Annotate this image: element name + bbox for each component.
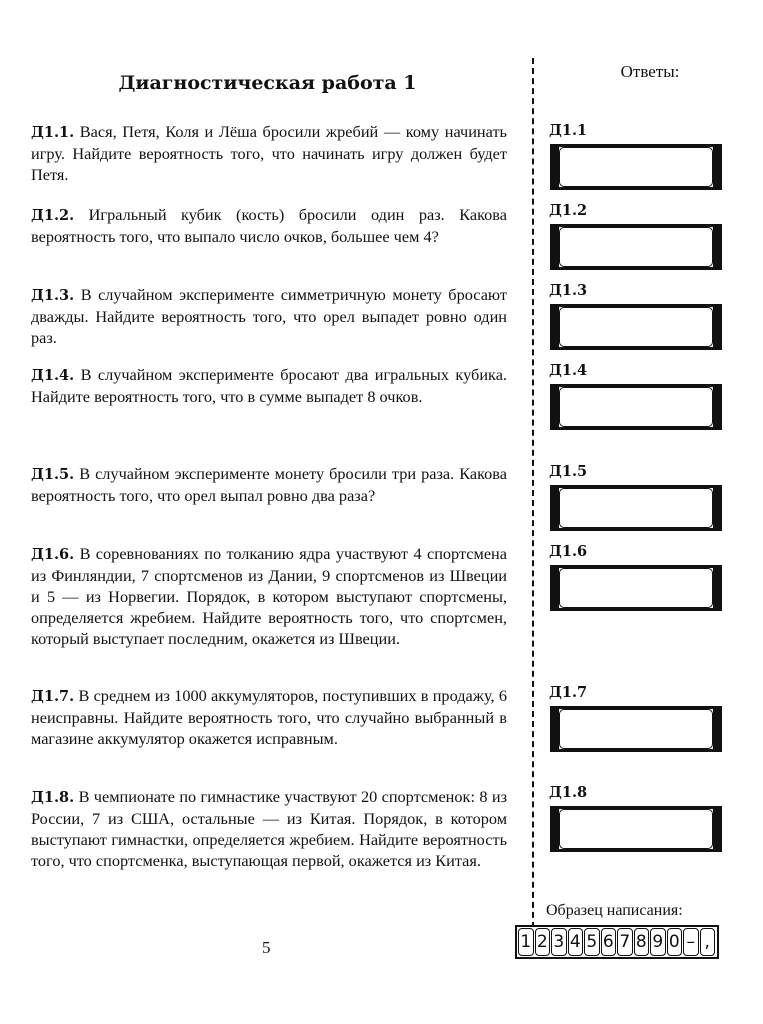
problem-number: Д1.7. — [31, 688, 75, 705]
sample-digit: 8 — [634, 928, 650, 956]
answer-label-d1-4: Д1.4 — [549, 362, 588, 379]
problem-text: В среднем из 1000 аккумуляторов, поступивших в продажу, 6 неисправны. Найдите вероятность того, что случайно выбранный в магазине аккумулятор окажется исправным. — [31, 686, 507, 748]
problem-text: Игральный кубик (кость) бросили один раз. Какова вероятность того, что выпало число очков, большее чем 4? — [31, 205, 508, 246]
sample-digit: 9 — [650, 928, 666, 956]
answer-label-d1-5: Д1.5 — [549, 463, 588, 480]
sample-digit: 0 — [667, 928, 683, 956]
sample-digit: 5 — [584, 928, 600, 956]
answer-box-d1-7[interactable] — [550, 706, 722, 752]
sample-digit: 1 — [518, 928, 534, 956]
problem-number: Д1.8. — [31, 789, 75, 806]
answer-box-d1-6[interactable] — [550, 565, 722, 611]
problem-d1-8 — [31, 786, 507, 871]
problem-d1-5 — [31, 463, 507, 506]
problem-text: В случайном эксперименте монету бросили три раза. Какова вероятность того, что орел выпал ровно два раза? — [31, 464, 507, 505]
answer-box-d1-8[interactable] — [550, 806, 722, 852]
answers-title: Ответы: — [620, 62, 680, 81]
answer-label-d1-6: Д1.6 — [549, 543, 588, 560]
problem-number: Д1.2. — [31, 207, 75, 224]
problem-d1-2 — [31, 204, 507, 247]
answer-box-d1-2[interactable] — [550, 224, 722, 270]
sample-minus: – — [683, 928, 699, 956]
problem-number: Д1.5. — [31, 466, 75, 483]
answer-box-d1-5[interactable] — [550, 485, 722, 531]
problem-d1-7 — [31, 685, 507, 749]
problem-text: В случайном эксперименте симметричную монету бросают дважды. Найдите вероятность того, что орел выпадет ровно один раз. — [31, 285, 507, 347]
sample-digit: 4 — [568, 928, 584, 956]
sample-title: Образец написания: — [546, 902, 683, 919]
problem-d1-6 — [31, 543, 507, 649]
problem-text: В чемпионате по гимнастике участвуют 20 спортсменок: 8 из России, 7 из США, остальные — из Китая. Порядок, в котором выступают гимнастки, определяется жребием. Найдите вероятность того, что спортсменка, выступающая первой, окажется из Китая. — [31, 787, 508, 870]
page-title: Диагностическая работа 1 — [118, 72, 417, 94]
sample-digits-row — [515, 925, 719, 959]
problem-number: Д1.1. — [31, 124, 75, 141]
sample-digit: 3 — [551, 928, 567, 956]
answer-label-d1-7: Д1.7 — [549, 684, 588, 701]
problem-number: Д1.3. — [31, 287, 75, 304]
answer-box-d1-4[interactable] — [550, 384, 722, 430]
problem-text: Вася, Петя, Коля и Лёша бросили жребий — кому начинать игру. Найдите вероятность того, что начинать игру должен будет Петя. — [31, 122, 507, 184]
sample-digit: 6 — [601, 928, 617, 956]
answer-label-d1-3: Д1.3 — [549, 282, 588, 299]
problem-d1-4 — [31, 364, 507, 407]
problem-number: Д1.6. — [31, 546, 75, 563]
answer-box-d1-3[interactable] — [550, 304, 722, 350]
sample-digit: 7 — [617, 928, 633, 956]
sample-digit: 2 — [535, 928, 551, 956]
sample-comma: , — [700, 928, 716, 956]
problem-number: Д1.4. — [31, 367, 75, 384]
answer-label-d1-8: Д1.8 — [549, 784, 588, 801]
answer-label-d1-1: Д1.1 — [549, 122, 588, 139]
problem-d1-1 — [31, 121, 507, 185]
problem-d1-3 — [31, 284, 507, 348]
answer-label-d1-2: Д1.2 — [549, 202, 588, 219]
problem-text: В соревнованиях по толканию ядра участвуют 4 спортсмена из Финляндии, 7 спортсменов из Дании, 9 спортсменов из Швеции и 5 — из Норвегии. Порядок, в котором выступают спортсмены, определяется жребием. Найдите вероятность того, что спортсмен, который выступает последним, окажется из Швеции. — [31, 544, 507, 648]
problem-text: В случайном эксперименте бросают два игральных кубика. Найдите вероятность того, что в сумме выпадет 8 очков. — [31, 365, 507, 406]
page-number: 5 — [262, 938, 271, 957]
dashed-cut-line — [532, 58, 534, 938]
answer-box-d1-1[interactable] — [550, 144, 722, 190]
